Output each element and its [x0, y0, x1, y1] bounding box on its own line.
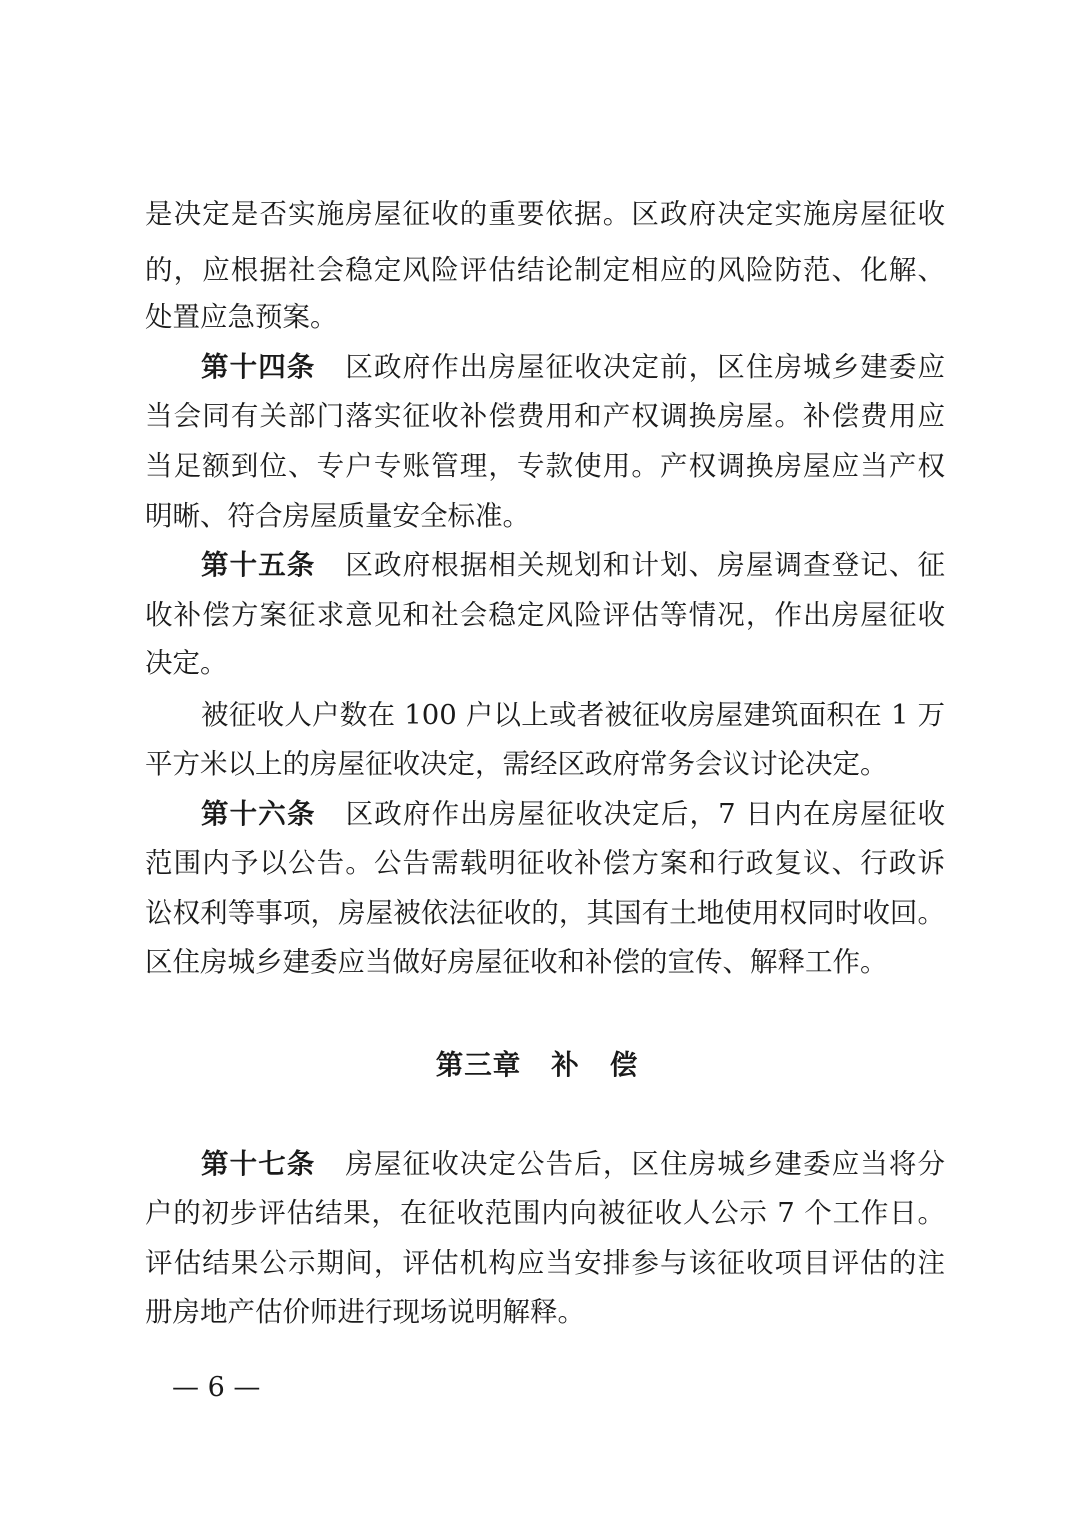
- chapter-title-char: 补: [551, 1049, 580, 1081]
- article-label: 第十六条: [201, 798, 316, 830]
- page-number: — 6 —: [172, 1372, 261, 1403]
- chapter-title-char: 偿: [609, 1049, 639, 1081]
- article-14-first-line: [201, 347, 945, 387]
- text-line: 收补偿方案征求意见和社会稳定风险评估等情况，作出房屋征收: [145, 599, 945, 631]
- article-15-first-line: [201, 545, 945, 585]
- text-line: 平方米以上的房屋征收决定，需经区政府常务会议讨论决定。: [145, 748, 888, 780]
- text-line: 当足额到位、专户专账管理，专款使用。产权调换房屋应当产权: [145, 450, 945, 482]
- article-16-first-line: [201, 794, 945, 834]
- chapter-heading: [0, 1045, 1074, 1085]
- text-line: 被征收人户数在 100 户以上或者被征收房屋建筑面积在 1 万: [201, 699, 945, 731]
- text-line: 讼权利等事项，房屋被依法征收的，其国有土地使用权同时收回。: [145, 897, 945, 929]
- text-run: 区政府作出房屋征收决定前，区住房城乡建委应: [345, 351, 945, 383]
- text-line: 户的初步评估结果，在征收范围内向被征收人公示 7 个工作日。: [145, 1197, 945, 1229]
- text-line: 当会同有关部门落实征收补偿费用和产权调换房屋。补偿费用应: [145, 400, 945, 432]
- text-line: 处置应急预案。: [145, 301, 338, 333]
- text-line: 的，应根据社会稳定风险评估结论制定相应的风险防范、化解、: [145, 254, 945, 286]
- article-label: 第十五条: [201, 549, 316, 581]
- text-line: 区住房城乡建委应当做好房屋征收和补偿的宣传、解释工作。: [145, 946, 888, 978]
- article-17-first-line: [201, 1144, 945, 1184]
- text-run: 房屋征收决定公告后，区住房城乡建委应当将分: [345, 1148, 945, 1180]
- chapter-number: 第三章: [435, 1049, 522, 1081]
- text-line: 是决定是否实施房屋征收的重要依据。区政府决定实施房屋征收: [145, 198, 945, 230]
- text-line: 明晰、符合房屋质量安全标准。: [145, 500, 530, 532]
- text-run: 区政府作出房屋征收决定后，7 日内在房屋征收: [345, 798, 945, 830]
- text-run: 区政府根据相关规划和计划、房屋调查登记、征: [345, 549, 945, 581]
- article-label: 第十四条: [201, 351, 316, 383]
- text-line: 范围内予以公告。公告需载明征收补偿方案和行政复议、行政诉: [145, 847, 945, 879]
- article-label: 第十七条: [201, 1148, 316, 1180]
- text-line: 评估结果公示期间，评估机构应当安排参与该征收项目评估的注: [145, 1247, 945, 1279]
- text-line: 册房地产估价师进行现场说明解释。: [145, 1296, 585, 1328]
- text-line: 决定。: [145, 647, 228, 679]
